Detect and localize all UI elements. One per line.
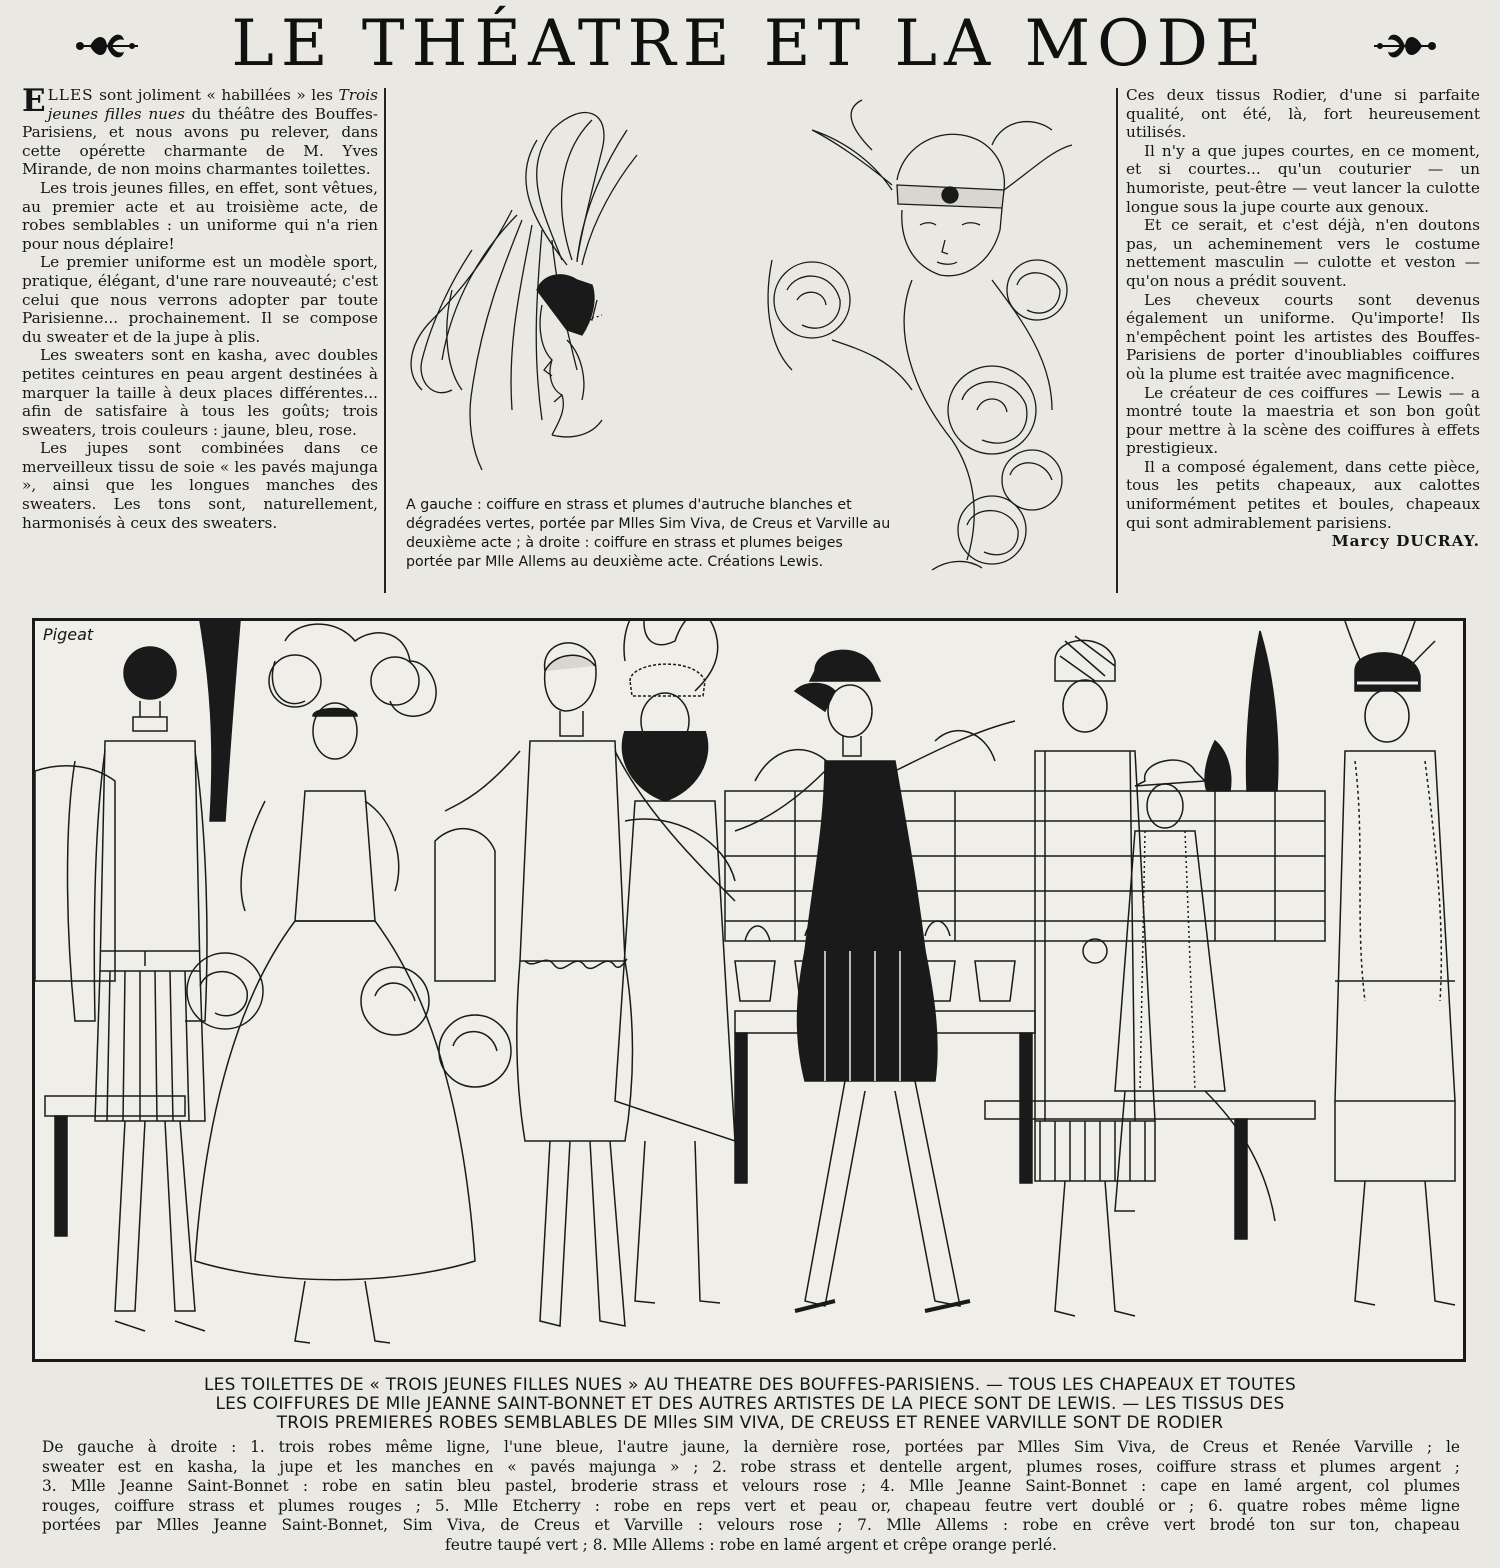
fleuron-ornament-icon [72,26,142,66]
figure-2 [187,624,511,1343]
article-first-paragraph: ELLES sont joliment « habillées » les Trois jeunes filles nues du théâtre des Bouffes-Parisiens, et nous avons pu relever, dans cette opérette charmante de M. Yves Mirande, de non moins charmantes toilettes. [22,83,378,179]
illustration-heading: LES TOILETTES DE « TROIS JEUNES FILLES NUES » AU THEATRE DES BOUFFES-PARISIENS. — TOUS LES CHAPEAUX ET TOUTES LES COIFFURES DE Mlle JEANNE SAINT-BONNET ET DES AUTRES ARTISTES DE LA PIECE SONT DE LEWIS. — LES TISSUS DES TROIS PREMIERES ROBES SEMBLABLES DE Mlles SIM VIVA, DE CREUSS ET RENEE VARVILLE SONT DE RODIER [203,1375,1297,1433]
article-paragraph: Les trois jeunes filles, en effet, sont vêtues, au premier acte et au troisième acte, de robes semblables : un uniforme qui n'a rien pour nous déplaire! [22,178,378,253]
article-paragraph: Le créateur de ces coiffures — Lewis — a montré toute la maestria et son bon goût pour mettre à la scène des coiffures à effets prestigieux. [1126,383,1480,458]
article-paragraph: Le premier uniforme est un modèle sport, pratique, élégant, d'une rare nouveauté; c'est celui que nous verrons adopter par toute Parisienne... prochainement. Il se compose du sweater et de la jupe à plis. [22,253,378,346]
article-paragraph: Il n'y a que jupes courtes, en ce moment, et si courtes... qu'un couturier — un humoriste, peut-être — veut lancer la culotte longue sous la jupe courte aux genoux. [1126,141,1480,216]
column-divider [1116,88,1118,593]
play-title: Trois jeunes filles nues [47,86,378,123]
figure-6 [1035,636,1155,1316]
article-paragraph: Ces deux tissus Rodier, d'une si parfaite qualité, ont été, là, fort heureusement utilisés. [1126,86,1480,142]
article-paragraph: Il a composé également, dans cette pièce, tous les petits chapeaux, aux calottes uniformément petites et boules, chapeaux qui sont admirablement parisiens. [1126,457,1480,532]
illustration-legend: De gauche à droite : 1. trois robes même ligne, l'une bleue, l'autre jaune, la dernière rose, portées par Mlles Sim Viva, de Creus et Renée Varville ; le sweater est en kasha, la jupe et les manches en « pavés majunga » ; 2. robe strass et dentelle argent, plumes roses, coiffure strass et plumes argent ; 3. Mlle Jeanne Saint-Bonnet : robe en satin bleu pastel, broderie strass et velours rose ; 4. Mlle Jeanne Saint-Bonnet : cape en lamé argent, col plumes rouges, coiffure strass et plumes rouges ; 5. Mlle Etcherry : robe en reps vert et peau or, chapeau feutre vert doublé or ; 6. quatre robes même ligne portées par Mlles Jeanne Saint-Bonnet, Sim Viva, de Creus et Varville : velours rose ; 7. Mlle Allems : robe en crêve vert brodé ton sur ton, chapeau feutre taupé vert ; 8. Mlle Allems : robe en lamé argent et crêpe orange perlé. [42,1438,1460,1554]
fashion-illustration [32,618,1466,1362]
article-paragraph: Les sweaters sont en kasha, avec doubles petites ceintures en peau argent destinées à marquer la taille à deux places différentes... afin de satisfaire à tous les goûts; trois sweaters, trois couleurs : jaune, bleu, rose. [22,346,378,439]
column-divider [384,88,386,593]
headdress-caption: A gauche : coiffure en strass et plumes d'autruche blanches et dégradées vertes, portée par Mlles Sim Viva, de Creus et Varville au deuxième acte ; à droite : coiffure en strass et plumes beiges portée par Mlle Allems au deuxième acte. Créations Lewis. [406,497,891,570]
fashion-figures-drawing [35,621,1463,1359]
left-headdress-sketch [411,113,637,470]
drop-cap: E [22,83,46,119]
figure-4 [615,621,735,1303]
figure-1 [68,647,207,1331]
figure-8 [1335,621,1455,1305]
artist-signature: Pigeat [43,625,94,644]
article-paragraph: Et ce serait, et c'est déjà, n'en doutons pas, un acheminement vers le costume nettement masculin — culotte et veston — qu'on nous a prédit souvent. [1126,216,1480,290]
article-paragraph: Les jupes sont combinées dans ce merveilleux tissu de soie « les pavés majunga », ainsi que les longues manches des sweaters. Les tons sont, naturellement, harmonisés à ceux des sweaters. [22,439,378,532]
article-right-column [1126,86,1480,551]
page-title: LE THÉATRE ET LA MODE [231,7,1269,81]
fleuron-ornament-icon [1370,26,1440,66]
figure-5 [735,650,1015,1311]
article-left-column [22,83,378,532]
article-paragraph: Les cheveux courts sont devenus également un uniforme. Qu'importe! Ils n'empêchent point les artistes des Bouffes-Parisiens de porter d'inoubliables coiffures où la plume est traitée avec magnificence. [1126,290,1480,383]
title-row [0,4,1500,84]
author-signature: Marcy DUCRAY. [1331,532,1480,551]
